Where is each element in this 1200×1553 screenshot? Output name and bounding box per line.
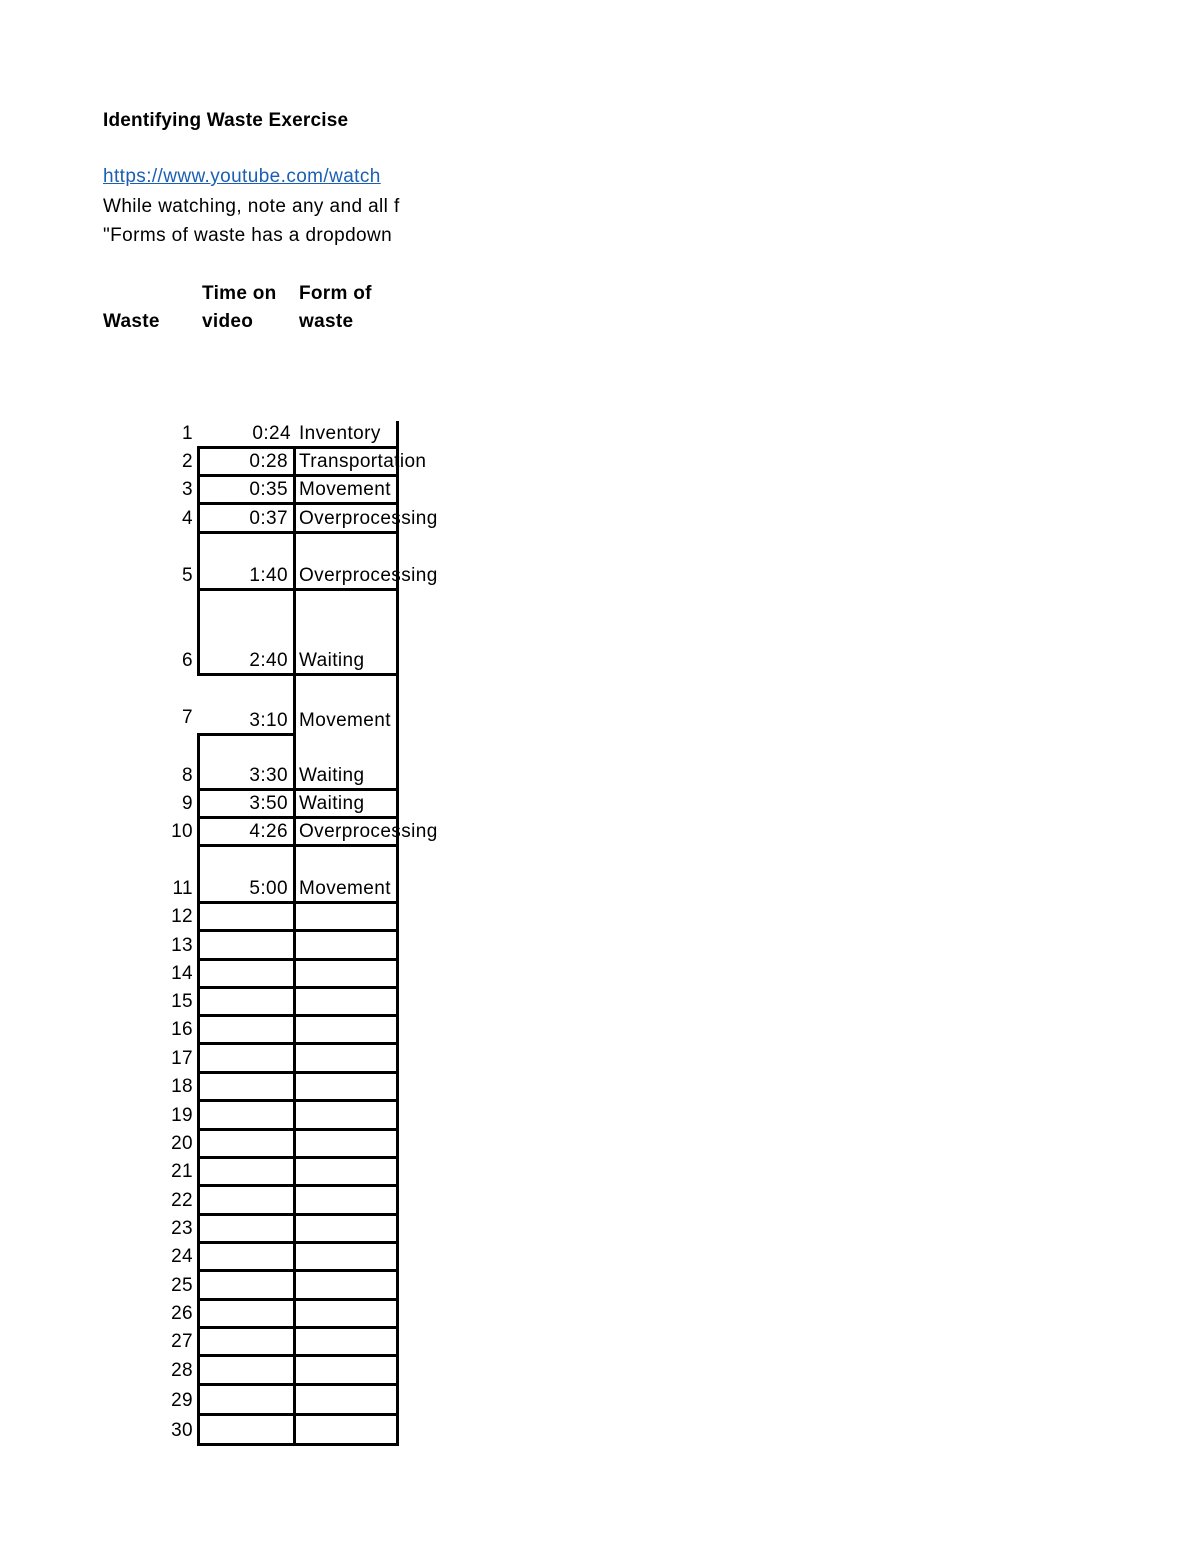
time-cell[interactable] (197, 1074, 296, 1102)
row-number: 30 (171, 1420, 193, 1441)
time-cell[interactable]: 2:40 (197, 591, 296, 676)
row-number: 11 (172, 878, 193, 899)
form-of-waste-cell[interactable] (296, 1159, 399, 1187)
time-cell[interactable] (197, 1386, 296, 1416)
row-number: 20 (171, 1133, 193, 1154)
row-number: 10 (171, 821, 193, 842)
form-of-waste-cell[interactable]: Movement (296, 676, 399, 733)
form-of-waste-cell[interactable]: Overprocessing (296, 534, 399, 591)
form-of-waste-cell[interactable] (296, 1301, 399, 1329)
form-of-waste-cell[interactable]: Waiting (296, 733, 399, 791)
row-number: 24 (171, 1246, 193, 1267)
form-of-waste-cell[interactable] (296, 1386, 399, 1416)
form-of-waste-cell[interactable] (296, 904, 399, 932)
header-waste: Waste (103, 311, 160, 332)
header-time-line1: Time on (202, 283, 277, 304)
row-number: 19 (171, 1105, 193, 1126)
row-number: 22 (171, 1190, 193, 1211)
row-number: 26 (171, 1303, 193, 1324)
header-form-line2: waste (299, 311, 354, 332)
time-cell[interactable]: 0:35 (197, 477, 296, 505)
time-cell[interactable]: 0:37 (197, 505, 296, 534)
row-number: 13 (171, 935, 193, 956)
form-of-waste-cell[interactable]: Transportation (296, 449, 399, 477)
time-cell[interactable]: 1:40 (197, 534, 296, 591)
header-form-line1: Form of (299, 283, 372, 304)
time-cell[interactable] (197, 1272, 296, 1301)
time-cell[interactable]: 4:26 (197, 819, 296, 847)
time-cell[interactable]: 3:30 (197, 733, 296, 791)
row-number: 18 (171, 1076, 193, 1097)
row-number: 23 (171, 1218, 193, 1239)
form-of-waste-cell[interactable]: Waiting (296, 791, 399, 819)
time-cell[interactable]: 5:00 (197, 847, 296, 904)
time-cell[interactable] (197, 1301, 296, 1329)
time-cell[interactable] (197, 1187, 296, 1216)
form-of-waste-cell[interactable]: Inventory (296, 421, 399, 449)
row-number: 12 (171, 906, 193, 927)
form-of-waste-cell[interactable] (296, 1272, 399, 1301)
header-time-line2: video (202, 311, 254, 332)
row-number: 6 (182, 650, 193, 671)
form-of-waste-cell[interactable]: Overprocessing (296, 505, 399, 534)
row-number: 27 (171, 1331, 193, 1352)
time-cell[interactable]: 0:28 (197, 449, 296, 477)
row-number: 8 (182, 765, 193, 786)
time-cell[interactable] (197, 1045, 296, 1074)
time-cell[interactable] (197, 1216, 296, 1244)
row-number: 21 (171, 1161, 193, 1182)
form-of-waste-cell[interactable] (296, 1357, 399, 1386)
row-number: 15 (171, 991, 193, 1012)
form-of-waste-cell[interactable]: Overprocessing (296, 819, 399, 847)
page-title: Identifying Waste Exercise (103, 110, 349, 131)
video-link[interactable]: https://www.youtube.com/watch (103, 166, 381, 187)
time-cell[interactable]: 3:50 (197, 791, 296, 819)
time-cell[interactable]: 0:24 (197, 421, 296, 449)
time-cell[interactable] (197, 1131, 296, 1159)
row-number: 3 (182, 479, 193, 500)
form-of-waste-cell[interactable] (296, 1216, 399, 1244)
instruction-line-2: "Forms of waste has a dropdown (103, 225, 393, 246)
row-number: 1 (182, 423, 193, 444)
form-of-waste-cell[interactable] (296, 1074, 399, 1102)
time-cell[interactable] (197, 932, 296, 961)
time-cell[interactable]: 3:10 (197, 676, 296, 733)
form-of-waste-cell[interactable] (296, 1329, 399, 1357)
time-cell[interactable] (197, 1244, 296, 1272)
form-of-waste-cell[interactable] (296, 1017, 399, 1045)
form-of-waste-cell[interactable]: Waiting (296, 591, 399, 676)
form-of-waste-cell[interactable] (296, 1416, 399, 1446)
row-number: 28 (171, 1360, 193, 1381)
row-number: 17 (171, 1048, 193, 1069)
row-number: 29 (171, 1390, 193, 1411)
row-number: 25 (171, 1275, 193, 1296)
time-cell[interactable] (197, 1017, 296, 1045)
instruction-line-1: While watching, note any and all f (103, 196, 400, 217)
row-number: 14 (171, 963, 193, 984)
row-number: 9 (182, 793, 193, 814)
row-number: 5 (182, 565, 193, 586)
form-of-waste-cell[interactable] (296, 1045, 399, 1074)
time-cell[interactable] (197, 1159, 296, 1187)
time-cell[interactable] (197, 1416, 296, 1446)
time-cell[interactable] (197, 1329, 296, 1357)
time-cell[interactable] (197, 961, 296, 989)
form-of-waste-cell[interactable] (296, 932, 399, 961)
time-cell[interactable] (197, 1102, 296, 1131)
row-number: 4 (182, 508, 193, 529)
time-cell[interactable] (197, 1357, 296, 1386)
row-number: 2 (182, 451, 193, 472)
form-of-waste-cell[interactable] (296, 1244, 399, 1272)
form-of-waste-cell[interactable]: Movement (296, 477, 399, 505)
form-of-waste-cell[interactable] (296, 1102, 399, 1131)
form-of-waste-cell[interactable]: Movement (296, 847, 399, 904)
form-of-waste-cell[interactable] (296, 989, 399, 1017)
time-cell[interactable] (197, 989, 296, 1017)
row-number: 16 (171, 1019, 193, 1040)
form-of-waste-cell[interactable] (296, 961, 399, 989)
row-number: 7 (182, 707, 193, 728)
form-of-waste-cell[interactable] (296, 1131, 399, 1159)
time-cell[interactable] (197, 904, 296, 932)
form-of-waste-cell[interactable] (296, 1187, 399, 1216)
